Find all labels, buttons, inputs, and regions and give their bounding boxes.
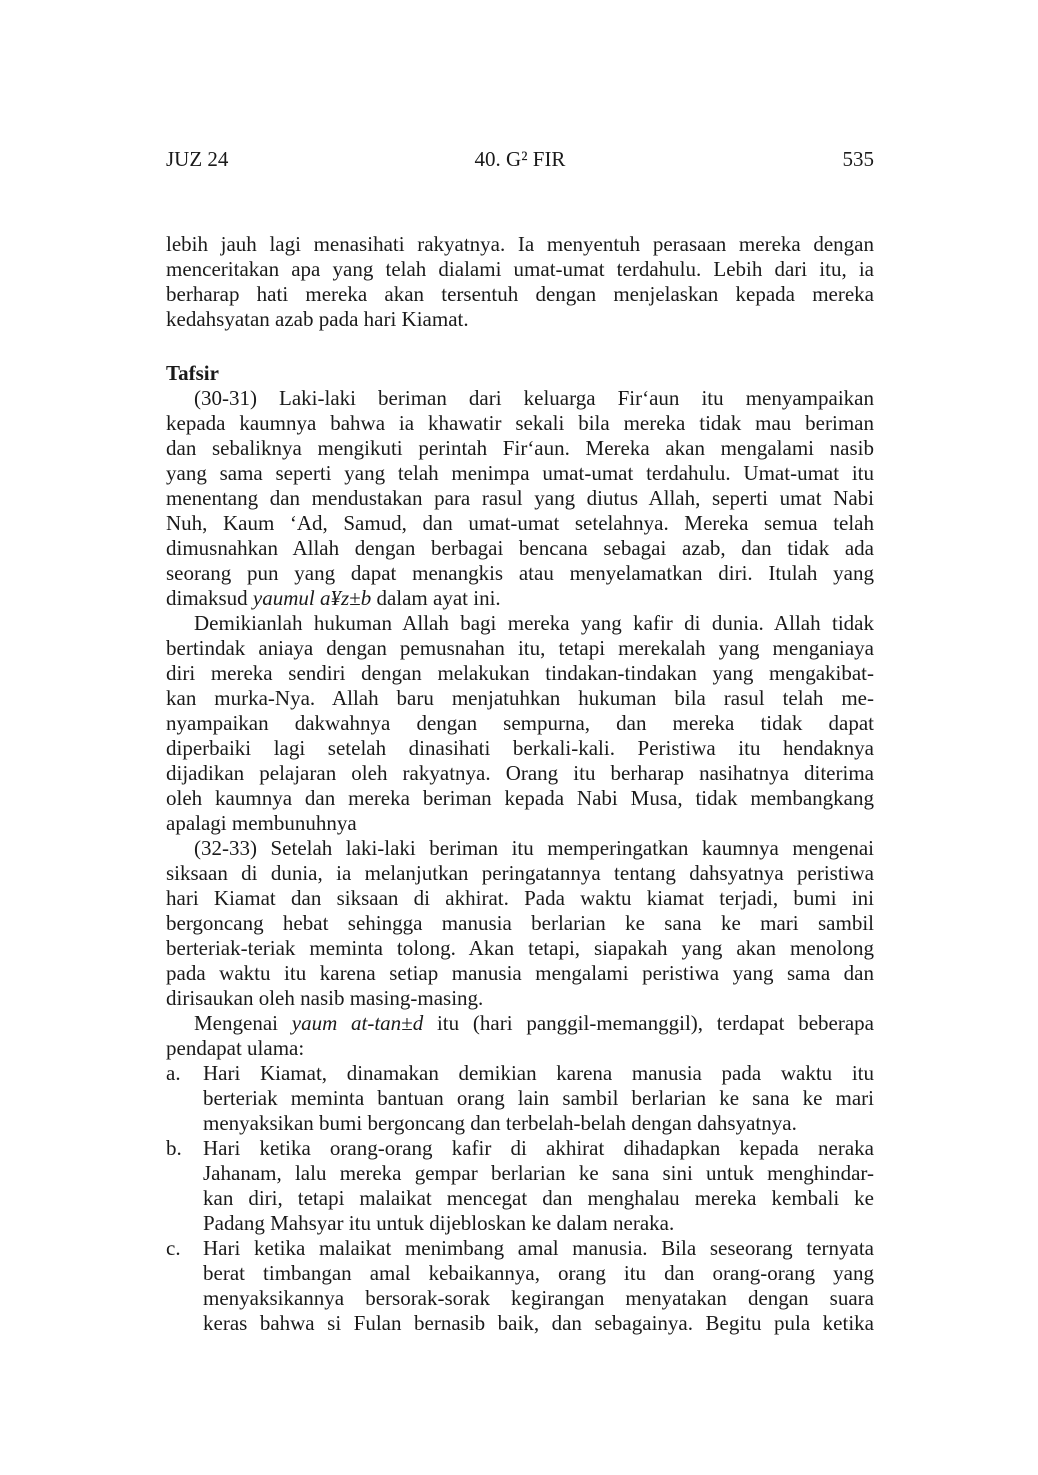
- text-fragment: Mengenai: [194, 1011, 292, 1035]
- text-line: bergoncang hebat sehingga manusia berlarian ke sana ke mari sambil: [166, 911, 874, 935]
- text-line: Hari Kiamat, dinamakan demikian karena manusia pada waktu itu: [203, 1061, 874, 1085]
- text-line: Demikianlah hukuman Allah bagi mereka yang kafir di dunia. Allah tidak: [194, 611, 874, 635]
- text-line: hari Kiamat dan siksaan di akhirat. Pada waktu kiamat terjadi, bumi ini: [166, 886, 874, 910]
- text-line: bertindak aniaya dengan pemusnahan itu, tetapi merekalah yang menganiaya: [166, 636, 874, 660]
- opinions-list: [166, 1061, 874, 1336]
- text-fragment: dimaksud: [166, 586, 253, 610]
- text-line: siksaan di dunia, ia melanjutkan peringatannya tentang dahsyatnya peristiwa: [166, 861, 874, 885]
- paragraph-demikianlah: [166, 611, 874, 836]
- intro-paragraph: [166, 232, 874, 332]
- transliteration-term: yaumul a¥z±b: [252, 586, 372, 610]
- text-line: pada waktu itu karena setiap manusia mengalami peristiwa yang sama dan: [166, 961, 874, 985]
- text-line: oleh kaumnya dan mereka beriman kepada Nabi Musa, tidak membangkang: [166, 786, 874, 810]
- text-line: menentang dan mendustakan para rasul yang diutus Allah, seperti umat Nabi: [166, 486, 874, 510]
- paragraph-32-33: [166, 836, 874, 1011]
- text-line: menceritakan apa yang telah dialami umat-umat terdahulu. Lebih dari itu, ia: [166, 257, 874, 281]
- text-line: seorang pun yang dapat menangkis atau menyelamatkan diri. Itulah yang: [166, 561, 874, 585]
- paragraph-30-31: [166, 386, 874, 611]
- list-marker: c.: [166, 1236, 181, 1260]
- text-line: menyaksikan bumi bergoncang dan terbelah-belah dengan dahsyatnya.: [203, 1111, 797, 1135]
- text-fragment: itu (hari panggil-memanggil), terdapat beberapa: [423, 1011, 874, 1035]
- section-heading-tafsir: Tafsir: [166, 361, 219, 385]
- text-line: apalagi membunuhnya: [166, 811, 357, 835]
- text-line: berteriak-teriak meminta tolong. Akan tetapi, siapakah yang akan menolong: [166, 936, 874, 960]
- text-line: kedahsyatan azab pada hari Kiamat.: [166, 307, 469, 331]
- text-line: keras bahwa si Fulan bernasib baik, dan sebagainya. Begitu pula ketika: [203, 1311, 874, 1335]
- text-line: kepada kaumnya bahwa ia khawatir sekali bila mereka tidak mau beriman: [166, 411, 874, 435]
- paragraph-gap: [166, 332, 874, 361]
- paragraph-mengenai: [166, 1011, 874, 1061]
- juz-label: JUZ 24: [166, 147, 229, 171]
- running-head: [166, 146, 874, 172]
- text-line: nyampaikan dakwahnya dengan sempurna, dan mereka tidak dapat: [166, 711, 874, 735]
- transliteration-term: yaum at-tan±d: [291, 1011, 424, 1035]
- text-line: Padang Mahsyar itu untuk dijebloskan ke dalam neraka.: [203, 1211, 675, 1235]
- text-line: dijadikan pelajaran oleh rakyatnya. Orang itu berharap nasihatnya diterima: [166, 761, 874, 785]
- list-item-c: [166, 1236, 874, 1336]
- text-line: Hari ketika malaikat menimbang amal manusia. Bila seseorang ternyata: [203, 1236, 874, 1260]
- text-line: kan murka-Nya. Allah baru menjatuhkan hukuman bila rasul telah me-: [166, 686, 874, 710]
- text-line: (30-31) Laki-laki beriman dari keluarga Fir‘aun itu menyampaikan: [194, 386, 874, 410]
- text-line: pendapat ulama:: [166, 1036, 305, 1060]
- text-line: [166, 586, 874, 611]
- body-text: [166, 232, 874, 1336]
- text-fragment: dalam ayat ini.: [371, 586, 501, 610]
- text-line: Nuh, Kaum ‘Ad, Samud, dan umat-umat setelahnya. Mereka semua telah: [166, 511, 874, 535]
- text-line: diri mereka sendiri dengan melakukan tindakan-tindakan yang mengakibat-: [166, 661, 874, 685]
- text-line: menyaksikannya bersorak-sorak kegirangan menyatakan dengan suara: [203, 1286, 874, 1310]
- text-line: kan diri, tetapi malaikat mencegat dan menghalau mereka kembali ke: [203, 1186, 874, 1210]
- text-line: [166, 1011, 874, 1036]
- list-item-b: [166, 1136, 874, 1236]
- text-line: berteriak meminta bantuan orang lain sambil berlarian ke sana ke mari: [203, 1086, 874, 1110]
- text-line: diperbaiki lagi setelah dinasihati berkali-kali. Peristiwa itu hendaknya: [166, 736, 874, 760]
- list-item-a: [166, 1061, 874, 1136]
- text-line: dan sebaliknya mengikuti perintah Fir‘aun. Mereka akan mengalami nasib: [166, 436, 874, 460]
- text-line: dimusnahkan Allah dengan berbagai bencana sebagai azab, dan tidak ada: [166, 536, 874, 560]
- surah-title: 40. G² FIR: [474, 147, 566, 171]
- text-line: Jahanam, lalu mereka gempar berlarian ke sana sini untuk menghindar-: [203, 1161, 874, 1185]
- list-marker: a.: [166, 1061, 181, 1085]
- text-line: berat timbangan amal kebaikannya, orang itu dan orang-orang yang: [203, 1261, 874, 1285]
- page-number: 535: [842, 147, 874, 171]
- text-line: (32-33) Setelah laki-laki beriman itu memperingatkan kaumnya mengenai: [194, 836, 874, 860]
- text-line: yang sama seperti yang telah menimpa umat-umat terdahulu. Umat-umat itu: [166, 461, 874, 485]
- text-line: Hari ketika orang-orang kafir di akhirat dihadapkan kepada neraka: [203, 1136, 874, 1160]
- text-line: dirisaukan oleh nasib masing-masing.: [166, 986, 484, 1010]
- text-line: lebih jauh lagi menasihati rakyatnya. Ia menyentuh perasaan mereka dengan: [166, 232, 874, 256]
- list-marker: b.: [166, 1136, 182, 1160]
- text-line: berharap hati mereka akan tersentuh dengan menjelaskan kepada mereka: [166, 282, 874, 306]
